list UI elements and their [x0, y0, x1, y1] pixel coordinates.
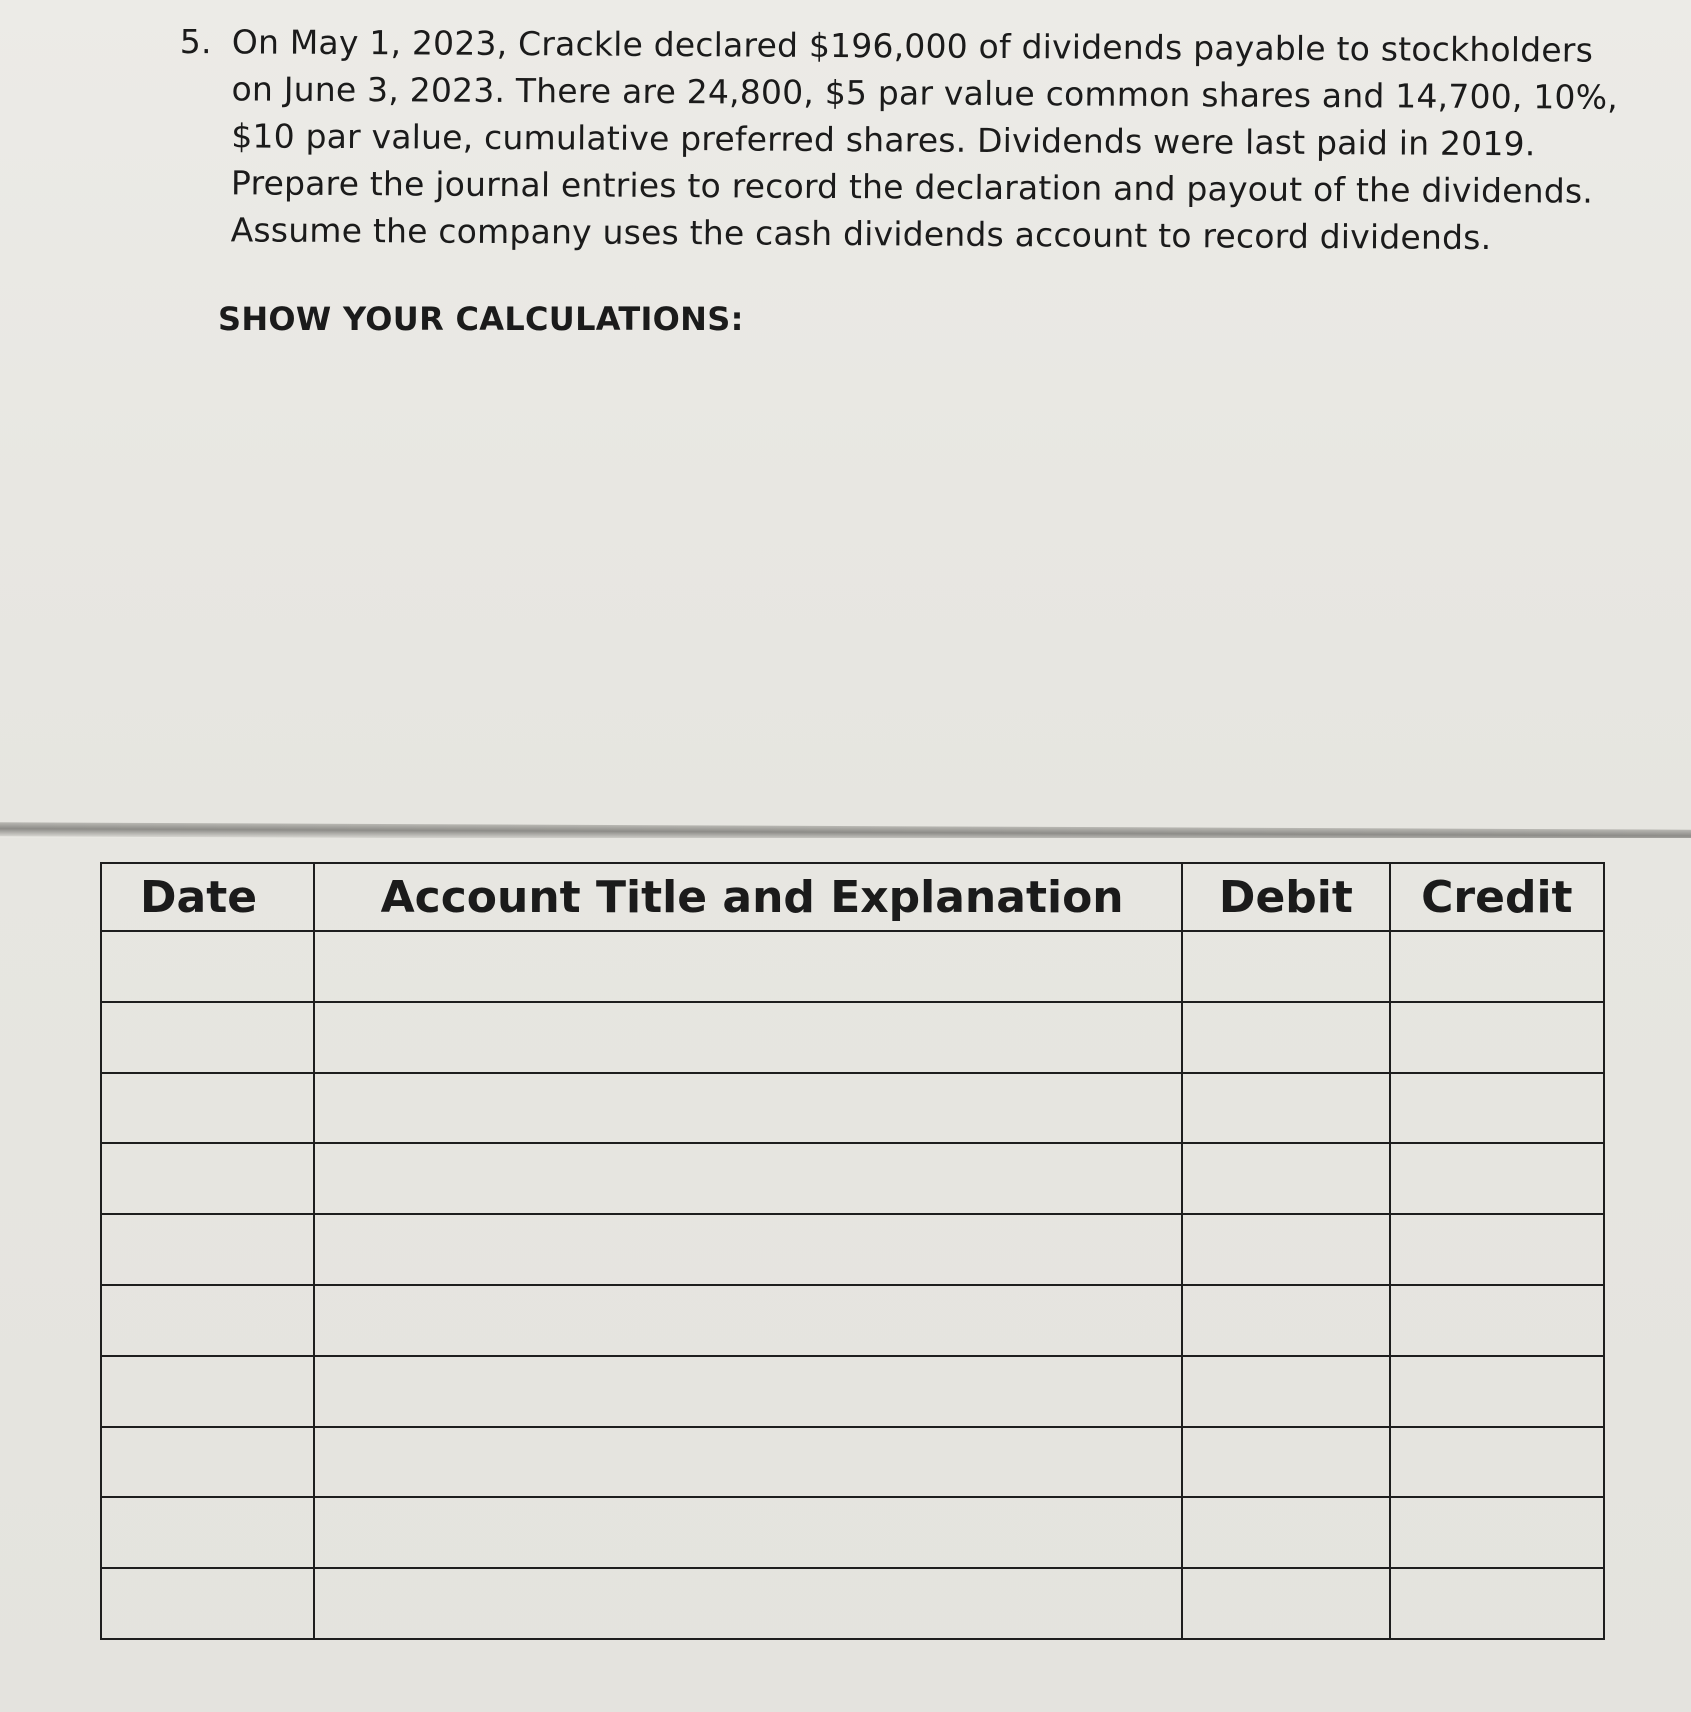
journal-row: [101, 1497, 1604, 1568]
problem-text: [230, 18, 1619, 261]
problem-line: Prepare the journal entries to record the declaration and payout of the dividends.: [230, 163, 1594, 211]
journal-header-row: [101, 863, 1604, 931]
problem-number: 5.: [179, 21, 212, 62]
account-cell[interactable]: [314, 931, 1183, 1002]
journal-row: [101, 1568, 1604, 1639]
problem-line: $10 par value, cumulative preferred shares. Dividends were last paid in 2019.: [231, 116, 1536, 164]
account-cell[interactable]: [314, 1214, 1183, 1285]
journal-row: [101, 1002, 1604, 1073]
problem-line: on June 3, 2023. There are 24,800, $5 par value common shares and 14,700, 10%,: [231, 69, 1619, 117]
account-cell[interactable]: [314, 1073, 1183, 1144]
journal-row: [101, 1143, 1604, 1214]
journal-row: [101, 1285, 1604, 1356]
debit-column-header: Debit: [1182, 863, 1390, 931]
date-cell[interactable]: [101, 1497, 314, 1568]
debit-cell[interactable]: [1182, 1143, 1390, 1214]
credit-cell[interactable]: [1390, 1002, 1604, 1073]
journal-row: [101, 1214, 1604, 1285]
date-cell[interactable]: [101, 1143, 314, 1214]
credit-cell[interactable]: [1390, 1427, 1604, 1498]
credit-cell[interactable]: [1390, 1073, 1604, 1144]
debit-cell[interactable]: [1182, 1356, 1390, 1427]
credit-cell[interactable]: [1390, 1568, 1604, 1639]
date-cell[interactable]: [101, 1214, 314, 1285]
date-column-header: Date: [101, 863, 314, 931]
credit-cell[interactable]: [1390, 1356, 1604, 1427]
journal-row: [101, 931, 1604, 1002]
account-cell[interactable]: [314, 1285, 1183, 1356]
journal-row: [101, 1073, 1604, 1144]
journal-table: [100, 862, 1605, 1640]
debit-cell[interactable]: [1182, 1002, 1390, 1073]
account-cell[interactable]: [314, 1568, 1183, 1639]
journal-entry-table: [100, 862, 1605, 1640]
date-cell[interactable]: [101, 1285, 314, 1356]
debit-cell[interactable]: [1182, 1285, 1390, 1356]
account-cell[interactable]: [314, 1002, 1183, 1073]
credit-column-header: Credit: [1390, 863, 1604, 931]
debit-cell[interactable]: [1182, 1568, 1390, 1639]
account-cell[interactable]: [314, 1356, 1183, 1427]
account-cell[interactable]: [314, 1143, 1183, 1214]
credit-cell[interactable]: [1390, 931, 1604, 1002]
calculations-heading: SHOW YOUR CALCULATIONS:: [218, 300, 744, 338]
debit-cell[interactable]: [1182, 931, 1390, 1002]
credit-cell[interactable]: [1390, 1143, 1604, 1214]
debit-cell[interactable]: [1182, 1497, 1390, 1568]
journal-row: [101, 1356, 1604, 1427]
account-column-header: Account Title and Explanation: [314, 863, 1183, 931]
journal-row: [101, 1427, 1604, 1498]
credit-cell[interactable]: [1390, 1497, 1604, 1568]
date-cell[interactable]: [101, 1427, 314, 1498]
date-cell[interactable]: [101, 1568, 314, 1639]
credit-cell[interactable]: [1390, 1214, 1604, 1285]
date-cell[interactable]: [101, 1356, 314, 1427]
problem-line: On May 1, 2023, Crackle declared $196,000 of dividends payable to stockholders: [231, 22, 1594, 70]
account-cell[interactable]: [314, 1497, 1183, 1568]
debit-cell[interactable]: [1182, 1427, 1390, 1498]
credit-cell[interactable]: [1390, 1285, 1604, 1356]
problem-statement: [179, 18, 1619, 262]
date-cell[interactable]: [101, 1002, 314, 1073]
date-cell[interactable]: [101, 1073, 314, 1144]
debit-cell[interactable]: [1182, 1214, 1390, 1285]
debit-cell[interactable]: [1182, 1073, 1390, 1144]
problem-line: Assume the company uses the cash dividends account to record dividends.: [230, 210, 1492, 258]
date-cell[interactable]: [101, 931, 314, 1002]
account-cell[interactable]: [314, 1427, 1183, 1498]
